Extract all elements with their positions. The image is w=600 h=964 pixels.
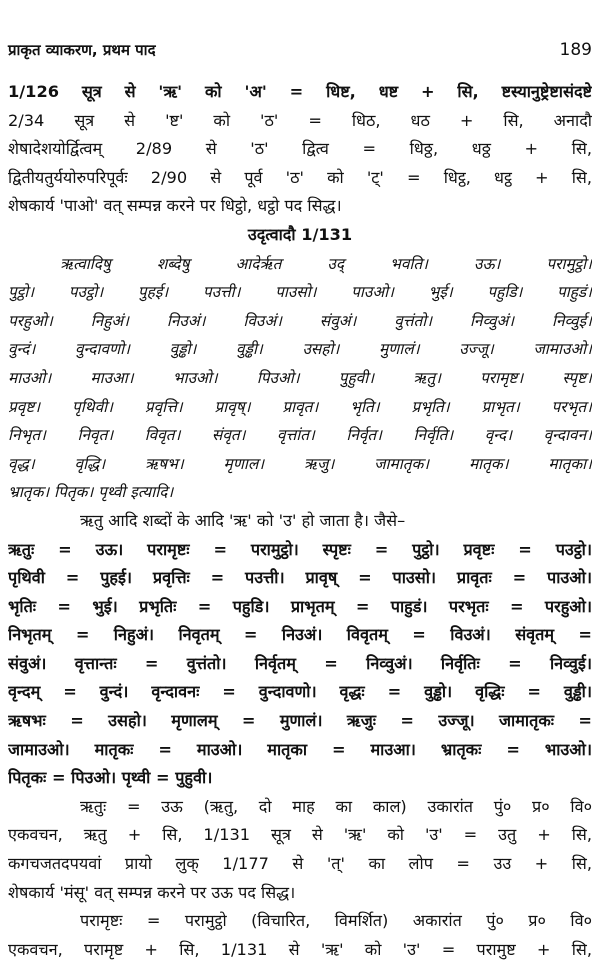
- derivation-line: शेषकार्य 'मंसू' वत् सम्पन्न करने पर उऊ पद सिद्ध।: [8, 882, 296, 902]
- sutra-text-line: परहुओ। निहुअं। निउअं। विउअं। संवुअं। वुत्तंतो। निव्वुअं। निव्वुई।: [8, 311, 592, 330]
- sutra-text-line: भ्रातृक। पितृक। पृथ्वी इत्यादि।: [8, 483, 174, 502]
- text-line: 2/34 सूत्र से 'ष्ट' को 'ठ' = धिठ, धठ + सि, अनादौ: [8, 110, 592, 130]
- sutra-text-line: वुन्दं। वुन्दावणो। वुड्ढो। वुड्ढी। उसहो। मुणालं। उज्जू। जामाउओ।: [8, 340, 592, 359]
- page-body: [8, 78, 592, 964]
- example-line: जामाउओ। मातृकः = माउओ। मातृका = माउआ। भ्रातृकः = भाउओ।: [8, 739, 592, 759]
- example-line: ऋतुः = उऊ। परामृष्टः = परामुट्ठो। स्पृष्टः = पुट्ठो। प्रवृष्टः = पउट्ठो।: [8, 539, 592, 559]
- running-title: प्राकृत व्याकरण, प्रथम पाद: [8, 41, 156, 59]
- example-line: संवुअं। वृत्तान्तः = वुत्तंतो। निर्वृतम् = निव्वुअं। निर्वृतिः = निव्वुई।: [8, 653, 592, 673]
- page-header: [8, 40, 592, 62]
- sutra-text-line: वृद्ध। वृद्धि। ऋषभ। मृणाल। ऋजु। जामातृक। मातृक। मातृका।: [8, 454, 592, 473]
- example-line: वृन्दम् = वुन्दं। वृन्दावनः = वुन्दावणो। वृद्धः = वुड्ढो। वृद्धिः = वुड्ढी।: [8, 682, 592, 702]
- text-line: द्वितीयतुर्ययोरुपरिपूर्वः 2/90 से पूर्व 'ठ' को 'ट्' = धिट्ठ, धट्ठ + सि,: [8, 167, 592, 187]
- explanation-line: ऋतु आदि शब्दों के आदि 'ऋ' को 'उ' हो जाता है। जैसे–: [80, 510, 406, 530]
- sutra-text-line: ऋत्वादिषु शब्देषु आदेर्ऋत उद् भवति। उऊ। परामुट्ठो।: [60, 254, 592, 273]
- derivation-line: एकवचन, परामृष्ट + सि, 1/131 से 'ऋ' को 'उ' = परामुष्ट + सि,: [8, 939, 592, 959]
- example-line: ऋषभः = उसहो। मृणालम् = मुणालं। ऋजुः = उज्जू। जामातृकः =: [8, 711, 592, 731]
- example-line: पृथिवी = पुहई। प्रवृत्तिः = पउत्ती। प्रावृष् = पाउसो। प्रावृतः = पाउओ।: [8, 568, 592, 588]
- sutra-text-line: प्रवृष्ट। पृथिवी। प्रवृत्ति। प्रावृष्। प्रावृत। भृति। प्रभृति। प्राभृत। परभृत।: [8, 397, 592, 416]
- derivation-line: कगचजतदपयवां प्रायो लुक् 1/177 से 'त्' का लोप = उउ + सि,: [8, 854, 592, 874]
- derivation-line: परामृष्टः = परामुट्ठो (विचारित, विमर्शित) अकारांत पुं० प्र० वि०: [80, 911, 592, 931]
- page-number: 189: [559, 40, 592, 60]
- sutra-text-line: पुट्ठो। पउट्ठो। पुहई। पउत्ती। पाउसो। पाउओ। भुई। पहुडि। पाहुडं।: [8, 283, 592, 302]
- sutra-text-line: निभृत। निवृत। विवृत। संवृत। वृत्तांत। निर्वृत। निर्वृति। वृन्द। वृन्दावन।: [8, 426, 592, 445]
- sutra-heading: उदृत्वादौ 1/131: [247, 224, 353, 244]
- text-line: शेषकार्य 'पाओ' वत् सम्पन्न करने पर धिट्ठो, धट्ठो पद सिद्ध।: [8, 196, 342, 216]
- text-line: शेषादेशयोर्द्वित्वम् 2/89 से 'ठ' द्वित्व = धिठ्ठ, धठ्ठ + सि,: [8, 139, 592, 159]
- sutra-text-line: माउओ। माउआ। भाउओ। पिउओ। पुहुवी। ऋतु। परामृष्ट। स्पृष्ट।: [8, 368, 592, 387]
- derivation-line: ऋतुः = उऊ (ऋतु, दो माह का काल) उकारांत पुं० प्र० वि०: [80, 796, 592, 816]
- text-line: 1/126 सूत्र से 'ऋ' को 'अ' = धिष्ट, धष्ट + सि, ष्टस्यानुष्ट्रेष्टासंदष्टे: [8, 82, 592, 101]
- derivation-line: एकवचन, ऋतु + सि, 1/131 सूत्र से 'ऋ' को 'उ' = उतु + सि,: [8, 825, 592, 845]
- example-line: पितृकः = पिउओ। पृथ्वी = पुहुवी।: [8, 768, 213, 788]
- example-line: निभृतम् = निहुअं। निवृतम् = निउअं। विवृतम् = विउअं। संवृतम् =: [8, 625, 592, 645]
- example-line: भृतिः = भुई। प्रभृतिः = पहुडि। प्राभृतम् = पाहुडं। परभृतः = परहुओ।: [8, 596, 592, 616]
